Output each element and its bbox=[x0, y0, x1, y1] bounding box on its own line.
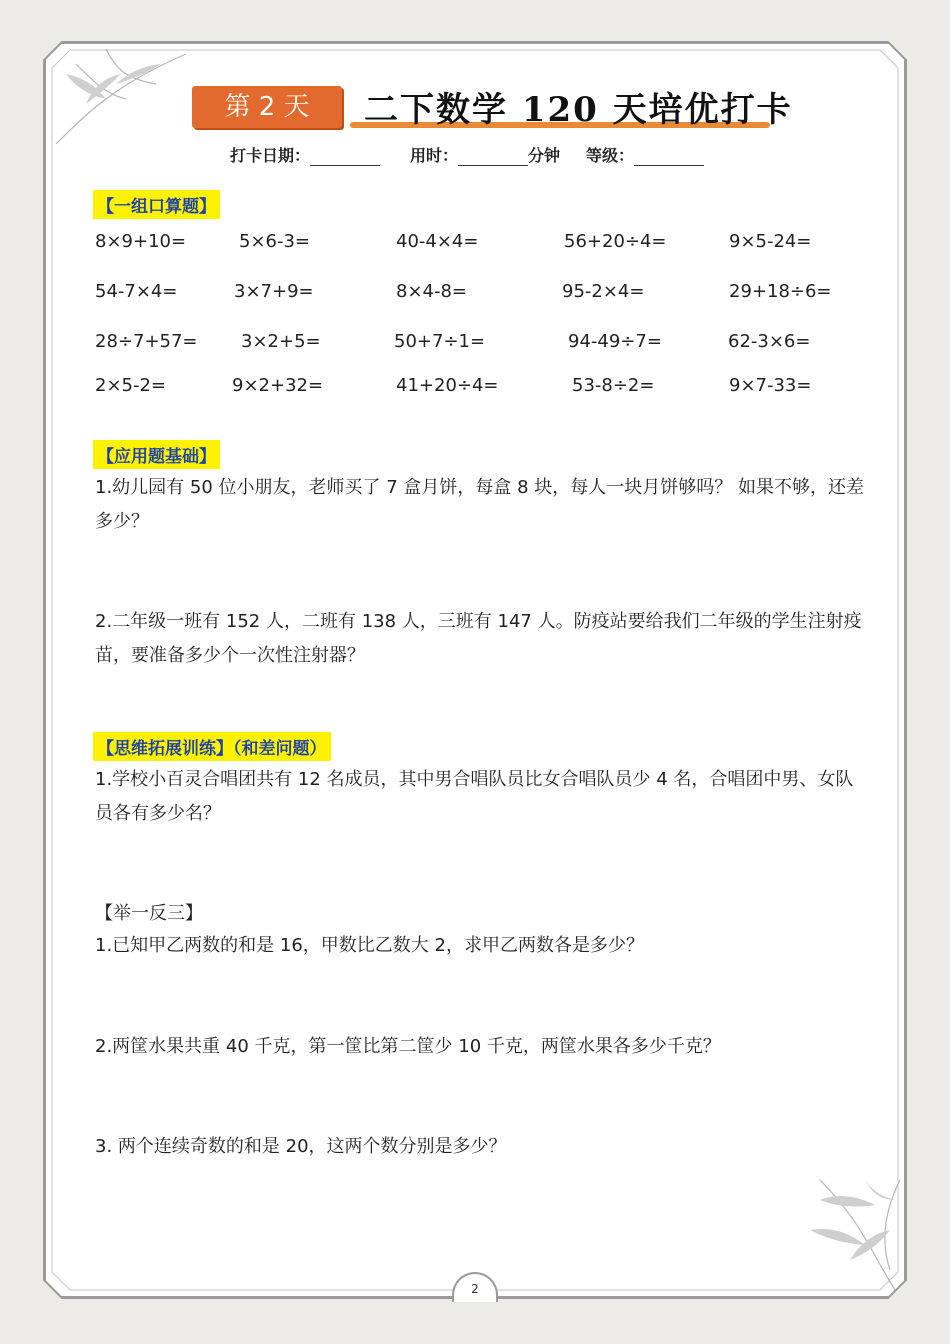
equation: 95-2×4= bbox=[562, 281, 645, 302]
equation: 9×5-24= bbox=[729, 231, 812, 252]
section-tag-mental-arithmetic: 【一组口算题】 bbox=[93, 190, 220, 219]
equation: 28÷7+57= bbox=[95, 331, 198, 352]
practice-problem-2: 2.两筐水果共重 40 千克，第一筐比第二筐少 10 千克，两筐水果各多少千克？ bbox=[95, 1036, 721, 1057]
word-problem-2: 2.二年级一班有 152 人，二班有 138 人，三班有 147 人。防疫站要给我们二年级的学生注射疫苗，要准备多少个一次性注射器？ bbox=[95, 611, 862, 666]
page-number: 2 bbox=[471, 1282, 479, 1296]
word-problem-1: 1.幼儿园有 50 位小朋友，老师买了 7 盒月饼，每盒 8 块，每人一块月饼够吗？ 如果不够，还差多少？ bbox=[95, 477, 865, 532]
equation: 53-8÷2= bbox=[572, 375, 655, 396]
practice-problem-3: 3. 两个连续奇数的和是 20，这两个数分别是多少？ bbox=[95, 1136, 507, 1157]
time-field[interactable] bbox=[458, 147, 528, 166]
equation: 9×2+32= bbox=[232, 375, 324, 396]
equation: 8×4-8= bbox=[396, 281, 468, 302]
equation: 9×7-33= bbox=[729, 375, 812, 396]
equation: 50+7÷1= bbox=[394, 331, 486, 352]
equation: 29+18÷6= bbox=[729, 281, 832, 302]
practice-subtitle: 【举一反三】 bbox=[95, 903, 203, 924]
equation: 3×7+9= bbox=[234, 281, 314, 302]
equation: 5×6-3= bbox=[239, 231, 311, 252]
equation: 41+20÷4= bbox=[396, 375, 499, 396]
section-tag-word-problems: 【应用题基础】 bbox=[93, 440, 220, 469]
date-field[interactable] bbox=[310, 147, 380, 166]
grade-field[interactable] bbox=[634, 147, 704, 166]
day-badge: 第 2 天 bbox=[192, 86, 342, 128]
equation: 8×9+10= bbox=[95, 231, 187, 252]
section-tag-thinking-extension: 【思维拓展训练】（和差问题） bbox=[93, 732, 331, 761]
equation: 3×2+5= bbox=[241, 331, 321, 352]
time-unit: 分钟 bbox=[528, 146, 561, 165]
equation: 40-4×4= bbox=[396, 231, 479, 252]
equation: 62-3×6= bbox=[728, 331, 811, 352]
equation: 54-7×4= bbox=[95, 281, 178, 302]
equation: 56+20÷4= bbox=[564, 231, 667, 252]
equation: 2×5-2= bbox=[95, 375, 167, 396]
checkin-meta-row bbox=[230, 143, 704, 166]
page-title: 二下数学 120 天培优打卡 bbox=[364, 90, 793, 130]
equation: 94-49÷7= bbox=[568, 331, 662, 352]
date-label: 打卡日期： bbox=[230, 146, 311, 165]
time-label: 用时： bbox=[410, 146, 459, 165]
extension-problem-1: 1.学校小百灵合唱团共有 12 名成员，其中男合唱队员比女合唱队员少 4 名，合唱团中男、女队员各有多少名？ bbox=[95, 769, 854, 824]
practice-problem-1: 1.已知甲乙两数的和是 16，甲数比乙数大 2，求甲乙两数各是多少？ bbox=[95, 935, 644, 956]
grade-label: 等级： bbox=[586, 146, 635, 165]
